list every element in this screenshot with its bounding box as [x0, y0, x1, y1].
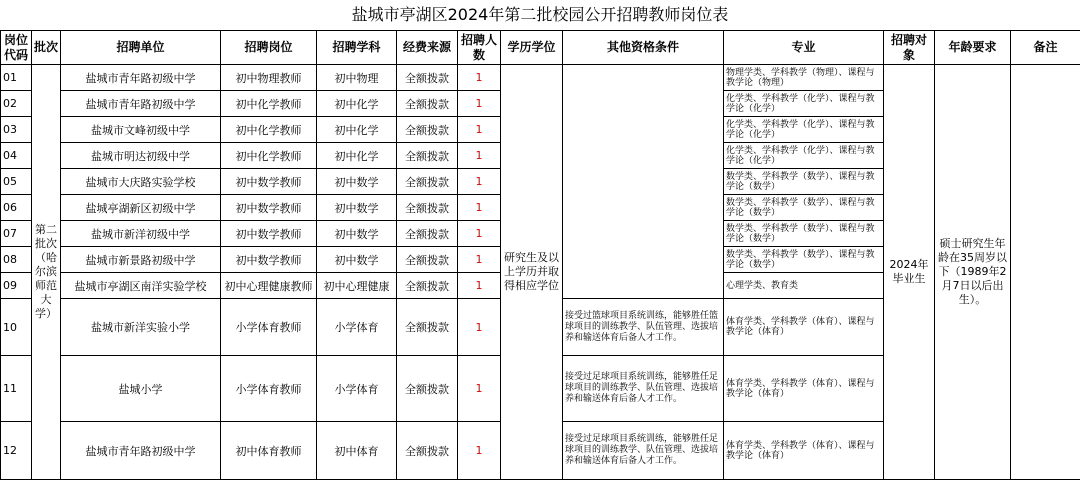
cell-funding: 全额拨款	[397, 143, 458, 169]
cell-post: 初中物理教师	[221, 65, 317, 91]
cell-subject: 初中数学	[317, 169, 397, 195]
cell-subject: 初中化学	[317, 91, 397, 117]
header-funding: 经费来源	[397, 31, 458, 65]
cell-target: 2024年毕业生	[884, 65, 935, 480]
cell-funding: 全额拨款	[397, 422, 458, 480]
cell-funding: 全额拨款	[397, 91, 458, 117]
header-age: 年龄要求	[935, 31, 1011, 65]
cell-age: 硕士研究生年龄在35周岁以下（1989年2月7日以后出生）。	[935, 65, 1011, 480]
header-target: 招聘对象	[884, 31, 935, 65]
header-subject: 招聘学科	[317, 31, 397, 65]
cell-code: 11	[1, 356, 32, 422]
header-code: 岗位代码	[1, 31, 32, 65]
cell-major: 数学类、学科教学（数学）、课程与教学论（数学）	[724, 195, 884, 221]
cell-funding: 全额拨款	[397, 356, 458, 422]
cell-funding: 全额拨款	[397, 195, 458, 221]
cell-unit: 盐城市青年路初级中学	[61, 422, 221, 480]
cell-count: 1	[458, 422, 501, 480]
cell-funding: 全额拨款	[397, 65, 458, 91]
cell-remark	[1011, 65, 1080, 480]
header-count: 招聘人数	[458, 31, 501, 65]
cell-major: 数学类、学科教学（数学）、课程与教学论（数学）	[724, 247, 884, 273]
cell-post: 初中化学教师	[221, 117, 317, 143]
cell-code: 07	[1, 221, 32, 247]
cell-funding: 全额拨款	[397, 221, 458, 247]
cell-major: 体育学类、学科教学（体育）、课程与教学论（体育）	[724, 422, 884, 480]
cell-post: 初中数学教师	[221, 247, 317, 273]
cell-count: 1	[458, 65, 501, 91]
cell-count: 1	[458, 247, 501, 273]
cell-post: 初中体育教师	[221, 422, 317, 480]
cell-subject: 小学体育	[317, 356, 397, 422]
header-unit: 招聘单位	[61, 31, 221, 65]
cell-code: 09	[1, 273, 32, 299]
cell-code: 03	[1, 117, 32, 143]
cell-count: 1	[458, 221, 501, 247]
cell-unit: 盐城市亭湖区南洋实验学校	[61, 273, 221, 299]
cell-unit: 盐城市文峰初级中学	[61, 117, 221, 143]
cell-code: 06	[1, 195, 32, 221]
cell-subject: 初中数学	[317, 247, 397, 273]
cell-funding: 全额拨款	[397, 117, 458, 143]
cell-unit: 盐城市新洋初级中学	[61, 221, 221, 247]
cell-major: 物理学类、学科教学（物理）、课程与教学论（物理）	[724, 65, 884, 91]
cell-count: 1	[458, 117, 501, 143]
cell-funding: 全额拨款	[397, 169, 458, 195]
cell-code: 12	[1, 422, 32, 480]
header-education: 学历学位	[501, 31, 563, 65]
cell-unit: 盐城市大庆路实验学校	[61, 169, 221, 195]
cell-code: 01	[1, 65, 32, 91]
cell-post: 初中化学教师	[221, 143, 317, 169]
cell-code: 02	[1, 91, 32, 117]
cell-other: 接受过足球项目系统训练，能够胜任足球项目的训练教学、队伍管理、选拔培养和输送体育后备人才工作。	[563, 422, 724, 480]
cell-count: 1	[458, 143, 501, 169]
header-major: 专业	[724, 31, 884, 65]
header-row	[1, 31, 1080, 65]
cell-major: 化学类、学科教学（化学）、课程与教学论（化学）	[724, 91, 884, 117]
cell-major: 化学类、学科教学（化学）、课程与教学论（化学）	[724, 117, 884, 143]
cell-other-empty	[563, 65, 724, 299]
job-table	[0, 30, 1080, 480]
page-title: 盐城市亭湖区2024年第二批校园公开招聘教师岗位表	[351, 5, 729, 24]
cell-subject: 初中体育	[317, 422, 397, 480]
header-batch: 批次	[32, 31, 61, 65]
cell-education: 研究生及以上学历并取得相应学位	[501, 65, 563, 480]
header-remark: 备注	[1011, 31, 1080, 65]
header-post: 招聘岗位	[221, 31, 317, 65]
cell-major: 化学类、学科教学（化学）、课程与教学论（化学）	[724, 143, 884, 169]
cell-code: 08	[1, 247, 32, 273]
cell-other: 接受过足球项目系统训练，能够胜任足球项目的训练教学、队伍管理、选拔培养和输送体育后备人才工作。	[563, 356, 724, 422]
cell-count: 1	[458, 195, 501, 221]
cell-code: 10	[1, 299, 32, 356]
table-row	[1, 65, 1080, 91]
cell-code: 05	[1, 169, 32, 195]
cell-subject: 初中化学	[317, 117, 397, 143]
header-other: 其他资格条件	[563, 31, 724, 65]
cell-subject: 初中数学	[317, 221, 397, 247]
cell-major: 心理学类、教育类	[724, 273, 884, 299]
cell-other: 接受过篮球项目系统训练，能够胜任篮球项目的训练教学、队伍管理、选拔培养和输送体育后备人才工作。	[563, 299, 724, 356]
cell-post: 初中数学教师	[221, 169, 317, 195]
cell-funding: 全额拨款	[397, 247, 458, 273]
cell-unit: 盐城市青年路初级中学	[61, 65, 221, 91]
cell-subject: 初中物理	[317, 65, 397, 91]
cell-unit: 盐城市新洋实验小学	[61, 299, 221, 356]
cell-post: 小学体育教师	[221, 356, 317, 422]
cell-count: 1	[458, 273, 501, 299]
cell-count: 1	[458, 299, 501, 356]
cell-post: 初中化学教师	[221, 91, 317, 117]
cell-major: 体育学类、学科教学（体育）、课程与教学论（体育）	[724, 356, 884, 422]
cell-post: 初中数学教师	[221, 195, 317, 221]
cell-subject: 小学体育	[317, 299, 397, 356]
cell-unit: 盐城市明达初级中学	[61, 143, 221, 169]
cell-post: 小学体育教师	[221, 299, 317, 356]
cell-batch: 第二批次（哈尔滨师范大学）	[32, 65, 61, 480]
cell-count: 1	[458, 91, 501, 117]
cell-major: 体育学类、学科教学（体育）、课程与教学论（体育）	[724, 299, 884, 356]
cell-post: 初中数学教师	[221, 221, 317, 247]
cell-subject: 初中数学	[317, 195, 397, 221]
cell-unit: 盐城小学	[61, 356, 221, 422]
cell-post: 初中心理健康教师	[221, 273, 317, 299]
cell-count: 1	[458, 356, 501, 422]
cell-major: 数学类、学科教学（数学）、课程与教学论（数学）	[724, 221, 884, 247]
cell-subject: 初中化学	[317, 143, 397, 169]
cell-major: 数学类、学科教学（数学）、课程与教学论（数学）	[724, 169, 884, 195]
cell-funding: 全额拨款	[397, 299, 458, 356]
cell-unit: 盐城市青年路初级中学	[61, 91, 221, 117]
cell-funding: 全额拨款	[397, 273, 458, 299]
cell-count: 1	[458, 169, 501, 195]
cell-code: 04	[1, 143, 32, 169]
cell-unit: 盐城亭湖新区初级中学	[61, 195, 221, 221]
cell-unit: 盐城市新景路初级中学	[61, 247, 221, 273]
cell-subject: 初中心理健康	[317, 273, 397, 299]
